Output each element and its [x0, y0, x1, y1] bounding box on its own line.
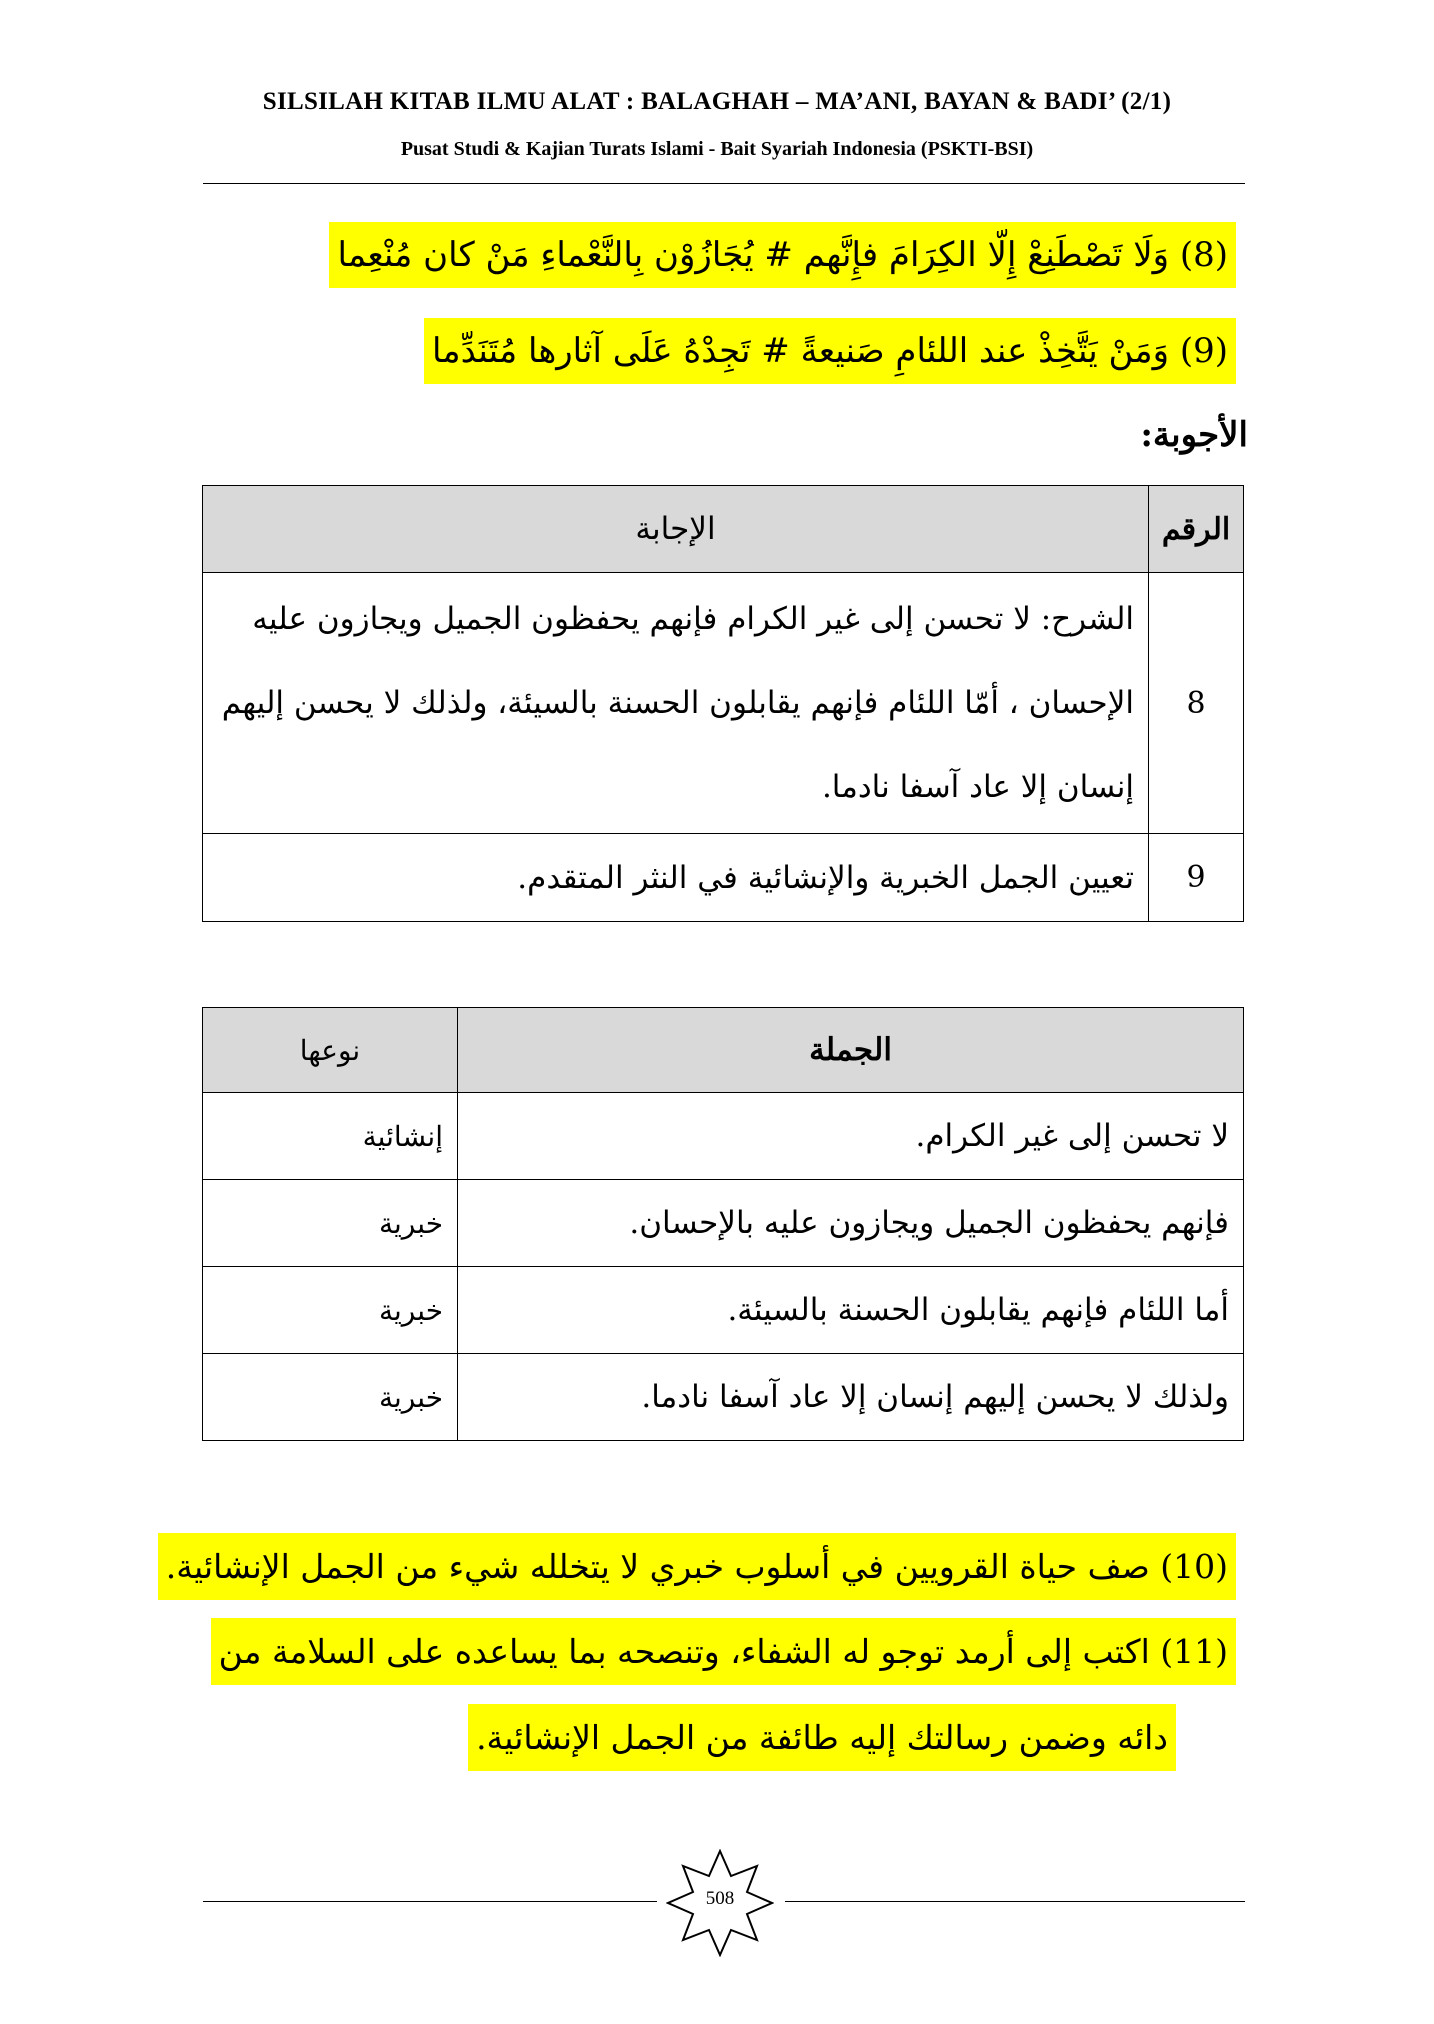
header-sentence: الجملة: [458, 1008, 1244, 1093]
row-answer: تعيين الجمل الخبرية والإنشائية في النثر المتقدم.: [203, 834, 1149, 922]
table-row: [203, 1180, 1244, 1267]
answers-heading: الأجوبة:: [1140, 415, 1248, 455]
footer-divider-right: [785, 1901, 1245, 1902]
table-row: [203, 1354, 1244, 1441]
verse-8: [329, 222, 1236, 288]
exercise-10: [158, 1533, 1236, 1600]
answers-table-header: [203, 486, 1244, 573]
verse-9-text: (9) وَمَنْ يَتَّخِذْ عند اللئامِ صَنيعةً # تَجِدْهُ عَلَى آثارها مُتَنَدِّما: [424, 318, 1236, 384]
header-number: الرقم: [1149, 486, 1244, 573]
sentences-table-header: [203, 1008, 1244, 1093]
exercise-11: [211, 1618, 1236, 1685]
table-row: [203, 834, 1244, 922]
row-answer: الشرح: لا تحسن إلى غير الكرام فإنهم يحفظون الجميل ويجازون عليه الإحسان ، أمّا اللئام فإنهم يقابلون الحسنة بالسيئة، ولذلك لا يحسن إليهم إنسان إلا عاد آسفا نادما.: [203, 573, 1149, 834]
row-type: خبرية: [203, 1267, 458, 1354]
row-type: خبرية: [203, 1180, 458, 1267]
header-subtitle: Pusat Studi & Kajian Turats Islami - Bait Syariah Indonesia (PSKTI-BSI): [400, 138, 1034, 160]
row-type: خبرية: [203, 1354, 458, 1441]
table-row: [203, 573, 1244, 834]
exercise-11-continued-text: دائه وضمن رسالتك إليه طائفة من الجمل الإنشائية.: [468, 1704, 1176, 1771]
verse-8-text: (8) وَلَا تَصْطَنِعْ إِلّا الكِرَامَ فإِنَّهم # يُجَازُوْن بِالنَّعْماءِ مَنْ كان مُنْعِما: [329, 222, 1236, 288]
row-sentence: فإنهم يحفظون الجميل ويجازون عليه بالإحسان.: [458, 1180, 1244, 1267]
footer-divider-left: [203, 1901, 657, 1902]
header-title: SILSILAH KITAB ILMU ALAT : BALAGHAH – MA’ANI, BAYAN & BADI’ (2/1): [262, 88, 1172, 115]
row-sentence: لا تحسن إلى غير الكرام.: [458, 1093, 1244, 1180]
exercise-11-continued: [468, 1704, 1176, 1771]
sentences-table: [202, 1007, 1244, 1441]
page-number: 508: [705, 1888, 735, 1909]
table-row: [203, 1267, 1244, 1354]
row-type: إنشائية: [203, 1093, 458, 1180]
row-sentence: ولذلك لا يحسن إليهم إنسان إلا عاد آسفا نادما.: [458, 1354, 1244, 1441]
verse-9: [424, 318, 1236, 384]
row-number: 8: [1149, 573, 1244, 834]
row-number: 9: [1149, 834, 1244, 922]
exercise-11-text: (11) اكتب إلى أرمد توجو له الشفاء، وتنصحه بما يساعده على السلامة من: [211, 1618, 1236, 1685]
exercise-10-text: (10) صف حياة القرويين في أسلوب خبري لا يتخلله شيء من الجمل الإنشائية.: [158, 1533, 1236, 1600]
table-row: [203, 1093, 1244, 1180]
header-answer: الإجابة: [203, 486, 1149, 573]
header-type: نوعها: [203, 1008, 458, 1093]
row-sentence: أما اللئام فإنهم يقابلون الحسنة بالسيئة.: [458, 1267, 1244, 1354]
header-divider: [203, 183, 1245, 184]
answers-table: [202, 485, 1244, 922]
